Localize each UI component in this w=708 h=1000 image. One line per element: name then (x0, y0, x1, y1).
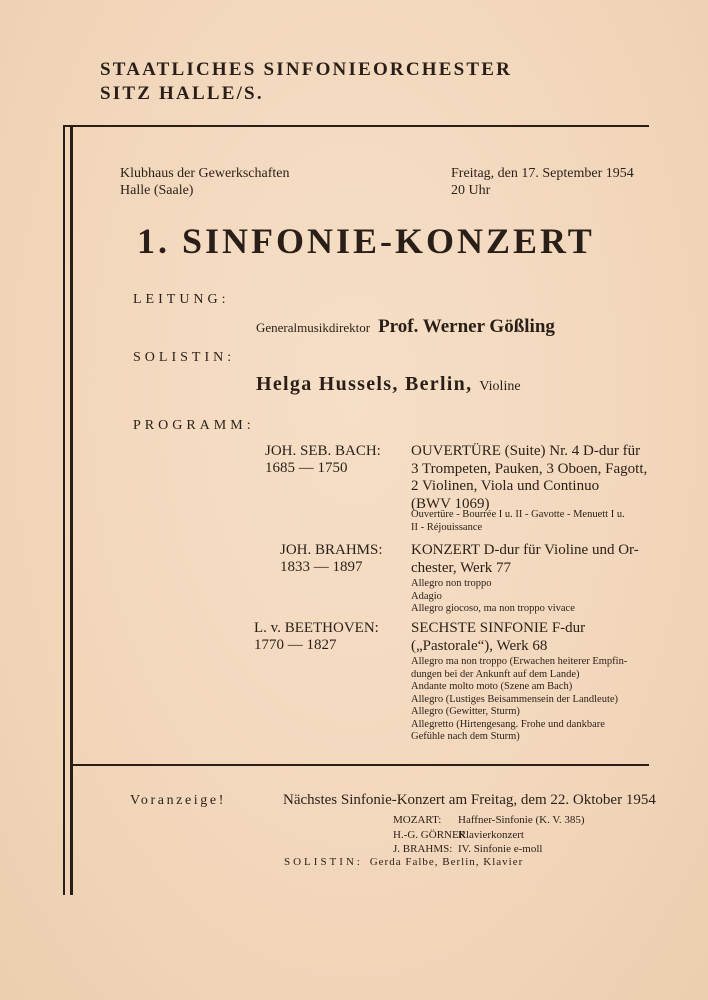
soloist-instrument: Violine (479, 379, 521, 394)
voranzeige-work: Haffner-Sinfonie (K. V. 385) (458, 814, 585, 826)
composer-name: JOH. SEB. BACH: (265, 443, 381, 459)
voranzeige-composer: MOZART: (393, 814, 442, 826)
composer-dates: 1770 — 1827 (254, 637, 337, 653)
voranzeige-items (393, 813, 585, 857)
conductor-name: Prof. Werner Gößling (378, 316, 555, 337)
movement-line: Adagio (411, 590, 442, 602)
composer-dates: 1685 — 1750 (265, 460, 348, 476)
voranzeige-rule (73, 764, 649, 766)
movement-line: II - Réjouissance (411, 521, 483, 533)
venue (120, 165, 290, 199)
program-work (411, 620, 585, 655)
work-line: SECHSTE SINFONIE F-dur (411, 620, 586, 636)
venue-line-2: Halle (Saale) (120, 183, 194, 198)
movement-line: dungen bei der Ankunft auf dem Lande) (411, 668, 580, 680)
time-line: 20 Uhr (451, 183, 491, 198)
movement-line: Allegro giocoso, ma non troppo vivace (411, 603, 575, 614)
header-line-1: STAATLICHES SINFONIEORCHESTER (100, 59, 513, 80)
orchestra-header (100, 58, 512, 106)
soloist-line (256, 373, 521, 396)
voranzeige-text: Nächstes Sinfonie-Konzert am Freitag, dem 22. Oktober 1954 (283, 792, 656, 808)
work-line: chester, Werk 77 (411, 559, 511, 576)
voranzeige-work: Klavierkonzert (458, 828, 524, 841)
voranzeige-composer: H.-G. GÖRNER (393, 828, 467, 841)
voranzeige-item (393, 813, 585, 828)
work-line: (BWV 1069) (411, 495, 490, 512)
leitung-label: LEITUNG: (133, 292, 230, 307)
voranzeige-composer: J. BRAHMS: (393, 843, 453, 855)
top-rule (63, 125, 649, 127)
date-line: Freitag, den 17. September 1954 (451, 166, 634, 181)
voranzeige-soloist-line (284, 856, 523, 868)
work-line: 2 Violinen, Viola und Continuo (411, 478, 600, 494)
work-line: („Pastorale“), Werk 68 (411, 637, 548, 654)
program-composer (265, 443, 381, 477)
work-line: KONZERT D-dur für Violine und Or- (411, 542, 639, 558)
soloist-name: Helga Hussels, Berlin, (256, 373, 473, 395)
movement-line: Gefühle nach dem Sturm) (411, 731, 520, 742)
program-movements (411, 656, 627, 744)
voranzeige-item (393, 828, 585, 843)
voranzeige-solistin: Gerda Falbe, Berlin, Klavier (369, 856, 524, 868)
program-work (411, 542, 639, 577)
voranzeige-solistin-label: SOLISTIN: (284, 856, 363, 868)
venue-line-1: Klubhaus der Gewerkschaften (120, 166, 290, 181)
program-movements (411, 578, 575, 616)
movement-line: Allegro non troppo (411, 578, 492, 589)
concert-title: 1. SINFONIE-KONZERT (137, 221, 595, 261)
program-composer (254, 620, 379, 654)
program-movements (411, 509, 625, 534)
program-composer (280, 542, 383, 576)
movement-line: Allegro (Lustiges Beisammensein der Landleute) (411, 693, 619, 705)
voranzeige-work: IV. Sinfonie e-moll (458, 843, 543, 855)
programm-label: PROGRAMM: (133, 418, 255, 433)
program-work (411, 443, 647, 513)
voranzeige-item (393, 842, 585, 857)
solistin-label: SOLISTIN: (133, 350, 236, 365)
conductor-line (256, 316, 555, 338)
composer-name: L. v. BEETHOVEN: (254, 620, 379, 636)
movement-line: Andante molto moto (Szene am Bach) (411, 681, 573, 692)
movement-line: Allegro ma non troppo (Erwachen heiterer Empfin- (411, 656, 628, 667)
composer-dates: 1833 — 1897 (280, 559, 363, 575)
movement-line: Allegretto (Hirtengesang. Frohe und dankbare (411, 718, 605, 730)
work-line: OUVERTÜRE (Suite) Nr. 4 D-dur für (411, 443, 641, 459)
voranzeige-label: Voranzeige! (130, 793, 226, 808)
work-line: 3 Trompeten, Pauken, 3 Oboen, Fagott, (411, 460, 648, 477)
composer-name: JOH. BRAHMS: (280, 542, 383, 558)
left-rule-outer (63, 125, 65, 895)
header-line-2: SITZ HALLE/S. (100, 83, 264, 104)
movement-line: Allegro (Gewitter, Sturm) (411, 706, 520, 717)
left-rule-inner (70, 125, 73, 895)
concert-datetime (451, 165, 634, 199)
movement-line: Ouvertüre - Bourrée I u. II - Gavotte - Menuett I u. (411, 509, 625, 520)
conductor-role: Generalmusikdirektor (256, 320, 371, 335)
